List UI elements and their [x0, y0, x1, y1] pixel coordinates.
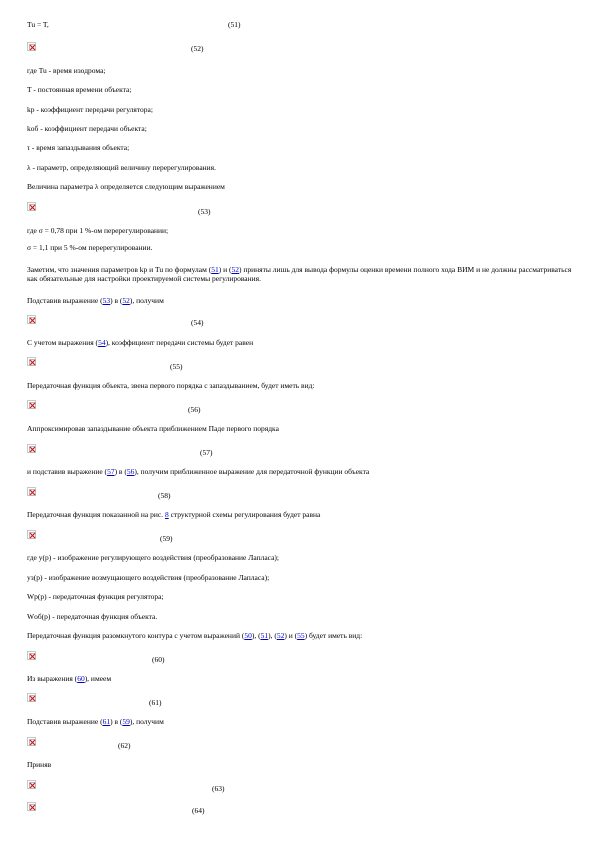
equation-number-51: (51)	[228, 20, 241, 29]
ref-59[interactable]: 59	[122, 717, 130, 726]
definition-kob: kоб - коэффициент передачи объекта;	[27, 124, 147, 133]
ref-61[interactable]: 61	[102, 717, 111, 726]
ref-60[interactable]: 60	[77, 674, 85, 683]
equation-number-60: (60)	[152, 655, 165, 664]
broken-image-icon	[27, 651, 36, 660]
note-paragraph: Заметим, что значения параметров kp и Tu по формулам (51) и (52) приняты лишь для вывода формулы оценки времени полного хода ВИМ и не должны рассматриваться как обязательные для настройки проектируемой системы регулирования.	[27, 265, 572, 283]
equation-number-58: (58)	[158, 491, 171, 500]
substitution-2: и подставив выражение (57) в (56), получим приближенное выражение для передаточной функции объекта	[27, 467, 370, 476]
substitution-3: Подставив выражение (61) в (59), получим	[27, 717, 164, 726]
ref-52[interactable]: 52	[122, 296, 130, 305]
equation-number-56: (56)	[188, 405, 201, 414]
broken-image-icon	[27, 444, 36, 453]
broken-image-icon	[27, 693, 36, 702]
definition-wob: Wоб(p) - передаточная функция объекта.	[27, 612, 158, 621]
equation-number-55: (55)	[170, 362, 183, 371]
ref-57[interactable]: 57	[107, 467, 115, 476]
assuming-text: Приняв	[27, 760, 52, 769]
equation-number-59: (59)	[160, 534, 173, 543]
equation-number-64: (64)	[192, 806, 205, 815]
ref-53[interactable]: 53	[102, 296, 111, 305]
ref-55[interactable]: 55	[297, 631, 305, 640]
broken-image-icon	[27, 42, 36, 51]
ref-52[interactable]: 52	[231, 265, 239, 274]
ref-51[interactable]: 51	[260, 631, 269, 640]
ref-50[interactable]: 50	[244, 631, 252, 640]
broken-image-icon	[27, 357, 36, 366]
figure-reference-text: Передаточная функция показанной на рис. 8 структурной схемы регулирования будет равна	[27, 510, 321, 519]
broken-image-icon	[27, 530, 36, 539]
open-loop-text: Передаточная функция разомкнутого контура с учетом выражений (50), (51), (52) и (55) будет иметь вид:	[27, 631, 363, 640]
broken-image-icon	[27, 487, 36, 496]
definition-kp: kp - коэффициент передачи регулятора;	[27, 105, 153, 114]
ref-figure-8[interactable]: 8	[164, 510, 169, 519]
equation-number-62: (62)	[118, 741, 131, 750]
equation-number-52: (52)	[191, 44, 204, 53]
broken-image-icon	[27, 737, 36, 746]
definition-tau: τ - время запаздывания объекта;	[27, 143, 130, 152]
lambda-expression-text: Величина параметра λ определяется следующим выражением	[27, 182, 225, 191]
broken-image-icon	[27, 802, 36, 811]
ref-52[interactable]: 52	[276, 631, 285, 640]
broken-image-icon	[27, 780, 36, 789]
equation-number-57: (57)	[200, 448, 213, 457]
ref-54[interactable]: 54	[98, 338, 106, 347]
equation-number-61: (61)	[149, 698, 162, 707]
from-expression-text: Из выражения (60), имеем	[27, 674, 112, 683]
object-transfer-text: Передаточная функция объекта, звена первого порядка с запаздыванием, будет иметь вид:	[27, 381, 315, 390]
equation-number-63: (63)	[212, 784, 225, 793]
broken-image-icon	[27, 202, 36, 211]
broken-image-icon	[27, 400, 36, 409]
substitution-1: Подставив выражение (53) в (52), получим	[27, 296, 164, 305]
equation-number-54: (54)	[191, 318, 204, 327]
definition-yz: yз(p) - изображение возмущающего воздействия (преобразование Лапласа);	[27, 573, 270, 582]
system-gain-text: С учетом выражения (54), коэффициент передачи системы будет равен	[27, 338, 254, 347]
equation-51-text: Tu = T,	[27, 20, 49, 29]
pade-approx-text: Аппроксимировав запаздывание объекта приближением Паде первого порядка	[27, 424, 279, 433]
sigma-5-percent: σ = 1,1 при 5 %-ом перерегулировании.	[27, 243, 153, 252]
definition-tu: где Tu - время изодрома;	[27, 66, 106, 75]
definition-t: T - постоянная времени объекта;	[27, 85, 132, 94]
ref-51[interactable]: 51	[211, 265, 219, 274]
ref-56[interactable]: 56	[126, 467, 135, 476]
definition-lambda: λ - параметр, определяющий величину перерегулирования.	[27, 163, 216, 172]
sigma-1-percent: где σ = 0,78 при 1 %-ом перерегулировании;	[27, 226, 169, 235]
definition-y: где y(p) - изображение регулирующего воздействия (преобразование Лапласа);	[27, 553, 279, 562]
broken-image-icon	[27, 315, 36, 324]
equation-number-53: (53)	[198, 207, 211, 216]
definition-wp: Wp(p) - передаточная функция регулятора;	[27, 592, 164, 601]
